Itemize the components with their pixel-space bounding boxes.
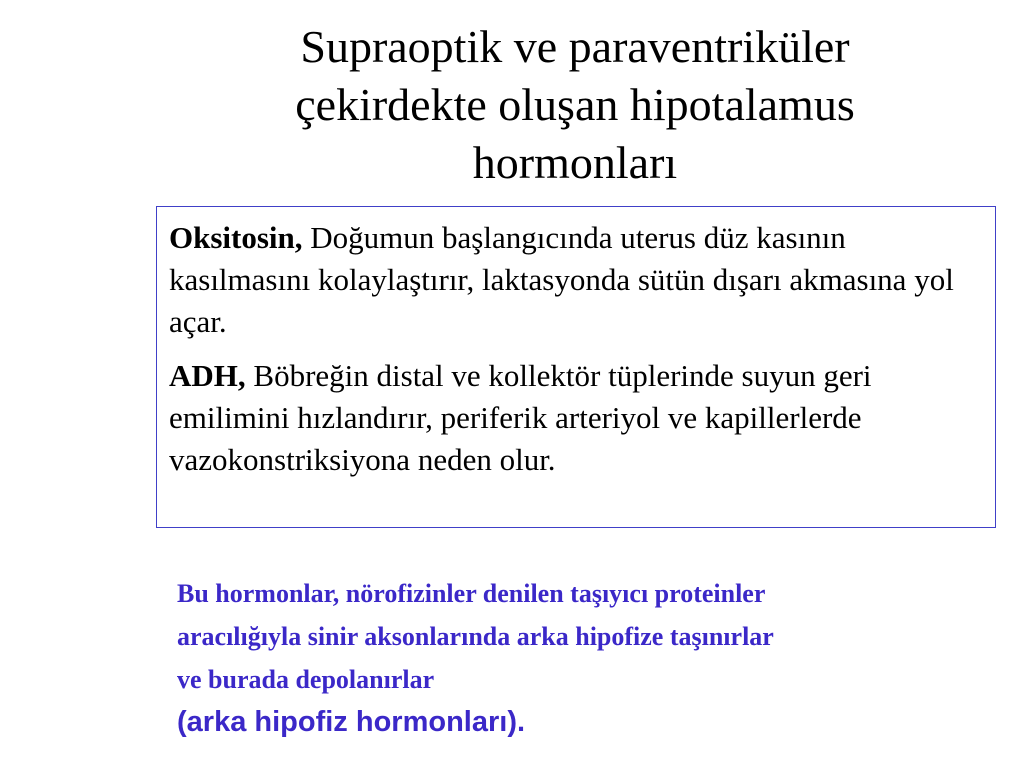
title-line-2: çekirdekte oluşan hipotalamus — [295, 79, 855, 130]
oxytocin-description: Doğumun başlangıcında uterus düz kasının kasılmasını kolaylaştırır, laktasyonda sütün dışarı akmasına yol açar. — [169, 220, 954, 339]
slide-title — [210, 18, 940, 192]
adh-term: ADH, — [169, 358, 246, 393]
title-line-3: hormonları — [472, 137, 678, 188]
neurophysin-note — [177, 572, 997, 744]
note-line-2: aracılığıyla sinir aksonlarında arka hipofize taşınırlar — [177, 622, 774, 651]
adh-description: Böbreğin distal ve kollektör tüplerinde suyun geri emilimini hızlandırır, periferik arteriyol ve kapillerlerde vazokonstriksiyona neden olur. — [169, 358, 872, 477]
note-line-3-parenthetical: (arka hipofiz hormonları). — [177, 706, 526, 738]
note-line-3-start: ve burada depolanırlar — [177, 665, 435, 694]
oxytocin-term: Oksitosin, — [169, 220, 303, 255]
adh-paragraph — [169, 355, 985, 481]
hormone-definitions-box — [156, 206, 996, 528]
note-line-1: Bu hormonlar, nörofizinler denilen taşıyıcı proteinler — [177, 579, 766, 608]
oxytocin-paragraph — [169, 217, 985, 343]
title-line-1: Supraoptik ve paraventriküler — [300, 21, 850, 72]
note-line-3 — [177, 658, 997, 744]
